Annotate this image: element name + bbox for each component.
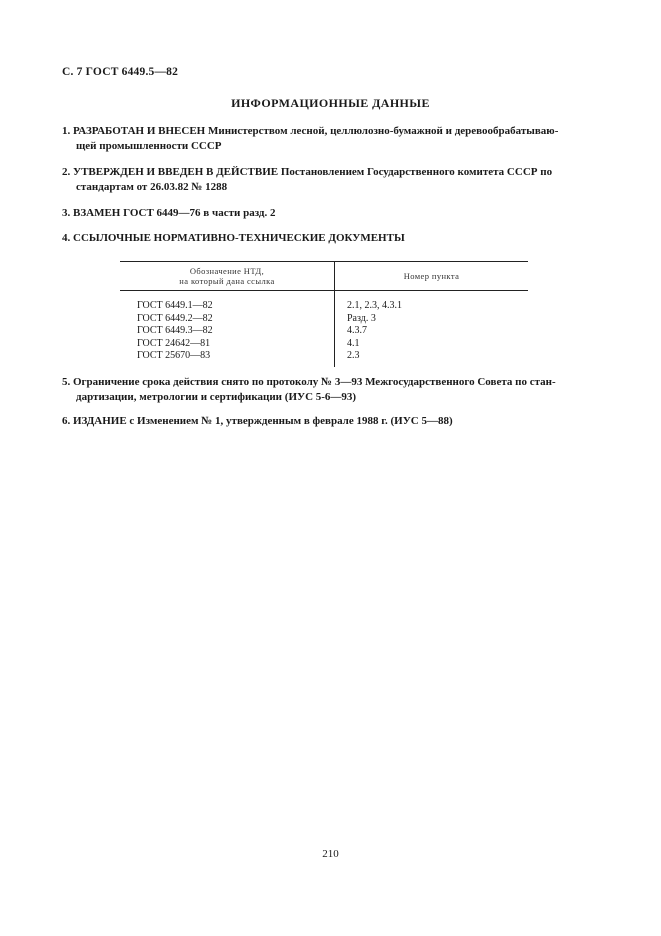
table-cell-document: ГОСТ 6449.1—82 xyxy=(120,291,335,313)
item-number: 6. xyxy=(62,415,71,427)
item-lead: ВЗАМЕН ГОСТ 6449—76 в части разд. 2 xyxy=(73,207,276,219)
table-cell-document: ГОСТ 6449.3—82 xyxy=(120,325,335,338)
page-title: ИНФОРМАЦИОННЫЕ ДАННЫЕ xyxy=(231,96,430,110)
column-header-line: Обозначение НТД, xyxy=(189,266,265,276)
references-table xyxy=(120,261,528,367)
column-header-document xyxy=(120,262,335,291)
table-cell-clause: 2.3 xyxy=(347,350,360,362)
table-cell-document: ГОСТ 6449.2—82 xyxy=(120,313,335,326)
item-number: 5. xyxy=(62,376,71,388)
item-text-continued: стандартам от 26.03.82 № 1288 xyxy=(76,181,228,193)
list-item-2 xyxy=(62,165,602,195)
page-number: 210 xyxy=(322,848,339,860)
list-item-6 xyxy=(62,414,602,429)
item-number: 4. xyxy=(62,232,71,244)
table-cell-clause: 4.1 xyxy=(347,337,360,349)
item-number: 2. xyxy=(62,166,71,178)
column-header-clause: Номер пункта xyxy=(335,262,529,291)
table-row xyxy=(120,325,528,338)
item-lead: РАЗРАБОТАН И ВНЕСЕН xyxy=(73,125,206,137)
item-number: 1. xyxy=(62,125,71,137)
item-number: 3. xyxy=(62,207,71,219)
table-row xyxy=(120,338,528,351)
table-cell-clause: 4.3.7 xyxy=(347,325,367,337)
list-item-4 xyxy=(62,231,602,246)
item-lead: ИЗДАНИЕ xyxy=(73,415,127,427)
item-text: Постановлением Государственного комитета СССР по xyxy=(280,166,553,178)
table-row xyxy=(120,350,528,367)
item-text: Министерством лесной, целлюлозно-бумажной и деревообрабатываю- xyxy=(207,125,559,137)
document-header: С. 7 ГОСТ 6449.5—82 xyxy=(62,66,179,78)
table-header-row xyxy=(120,262,528,291)
table-cell-clause: 2.1, 2.3, 4.3.1 xyxy=(347,300,402,311)
column-header-line: на который дана ссылка xyxy=(179,276,275,286)
table-cell-document: ГОСТ 24642—81 xyxy=(120,338,335,351)
table-cell-document: ГОСТ 25670—83 xyxy=(120,350,335,367)
item-text-continued: щей промышленности СССР xyxy=(76,140,222,152)
item-lead: ССЫЛОЧНЫЕ НОРМАТИВНО-ТЕХНИЧЕСКИЕ ДОКУМЕНТЫ xyxy=(73,232,405,244)
table-cell-clause: Разд. 3 xyxy=(347,312,376,324)
table-row xyxy=(120,291,528,313)
list-item-5 xyxy=(62,375,602,405)
item-lead: УТВЕРЖДЕН И ВВЕДЕН В ДЕЙСТВИЕ xyxy=(73,166,279,178)
item-text: с Изменением № 1, утвержденным в феврале 1988 г. (ИУС 5—88) xyxy=(129,415,453,427)
list-item-1 xyxy=(62,124,602,154)
item-text: Ограничение срока действия снято по протоколу № 3—93 Межгосударственного Совета по стан- xyxy=(73,376,556,388)
list-item-3 xyxy=(62,206,602,221)
table-row xyxy=(120,313,528,326)
item-text-continued: дартизации, метрологии и сертификации (ИУС 5-6—93) xyxy=(76,391,357,403)
